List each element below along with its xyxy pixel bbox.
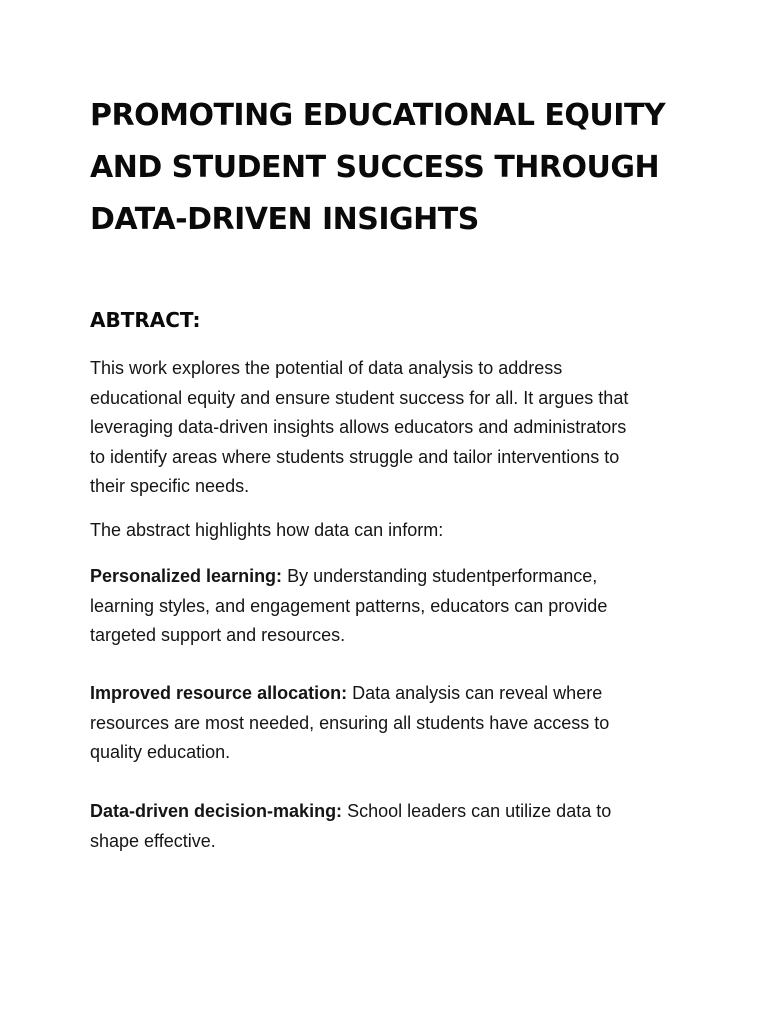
text-line: educational equity and ensure student success for all. It argues that xyxy=(90,387,629,408)
text-line: learning styles, and engagement patterns, educators can provide xyxy=(90,595,608,616)
title-line: PROMOTING EDUCATIONAL EQUITY xyxy=(90,98,666,133)
point-resource-allocation xyxy=(90,679,690,768)
point-label: Data-driven decision-making: xyxy=(90,801,343,821)
abstract-heading: ABTRACT: xyxy=(90,308,201,332)
text-line: their specific needs. xyxy=(90,476,250,496)
text-line xyxy=(90,797,690,827)
document-title xyxy=(90,90,690,246)
intro-paragraph xyxy=(90,354,690,502)
text-line xyxy=(90,562,690,592)
point-label: Improved resource allocation: xyxy=(90,683,348,703)
lead-in-paragraph xyxy=(90,516,690,546)
point-text: School leaders can utilize data to xyxy=(342,801,612,821)
point-decision-making xyxy=(90,797,690,856)
point-label: Personalized learning: xyxy=(90,566,283,586)
text-line: This work explores the potential of data analysis to address xyxy=(90,358,563,378)
title-line: DATA-DRIVEN INSIGHTS xyxy=(90,202,479,237)
text-line: leveraging data-driven insights allows educators and administrators xyxy=(90,417,627,437)
text-line: shape effective. xyxy=(90,830,216,851)
title-line: AND STUDENT SUCCESS THROUGH xyxy=(90,150,660,185)
point-text: By understanding studentperformance, xyxy=(282,566,598,586)
text-line: quality education. xyxy=(90,742,231,762)
text-line: The abstract highlights how data can inform: xyxy=(90,520,444,540)
text-line: to identify areas where students struggle and tailor interventions to xyxy=(90,446,620,467)
text-line: resources are most needed, ensuring all students have access to xyxy=(90,712,610,733)
point-text: Data analysis can reveal where xyxy=(347,683,603,703)
text-line xyxy=(90,679,690,709)
text-line: targeted support and resources. xyxy=(90,625,346,645)
point-personalized-learning xyxy=(90,562,690,651)
